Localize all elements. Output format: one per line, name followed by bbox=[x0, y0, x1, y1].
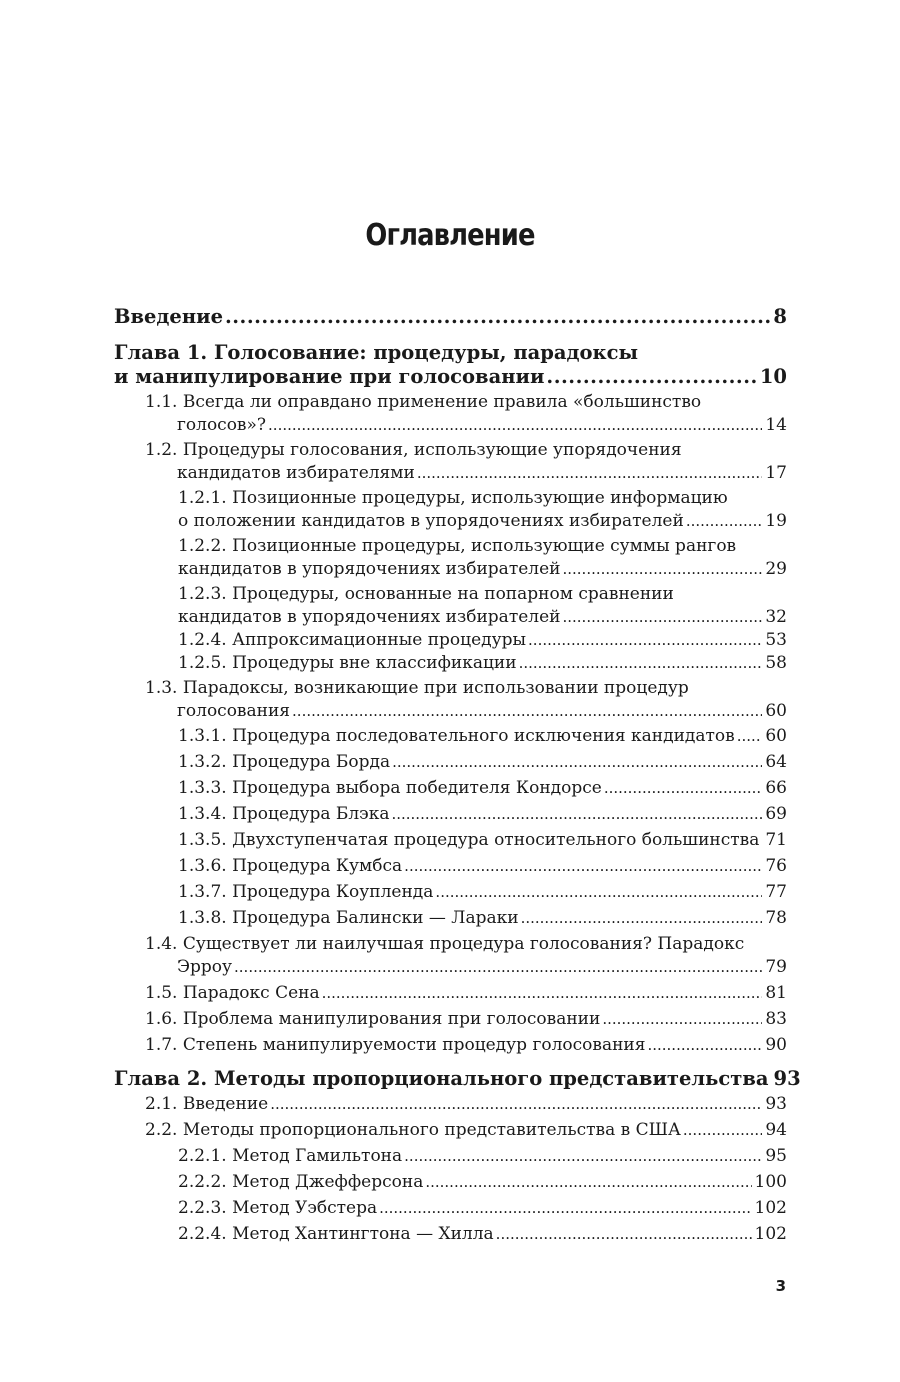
dot-leader bbox=[270, 1093, 762, 1116]
toc-page-number: 102 bbox=[754, 1198, 787, 1218]
dot-leader bbox=[647, 1034, 762, 1057]
toc-entry-title: 2.2.3. Метод Уэбстера bbox=[178, 1198, 378, 1218]
toc-entry-title: 1.3.4. Процедура Блэка bbox=[178, 804, 390, 824]
toc-page-number: 66 bbox=[765, 778, 787, 798]
toc-entry-title: 2.2. Методы пропорционального представительства в США bbox=[145, 1120, 681, 1140]
toc-entry-title: 1.2.4. Аппроксимационные процедуры bbox=[178, 630, 527, 650]
toc-entry-title: 1.2.1. Позиционные процедуры, использующие информацию bbox=[178, 488, 728, 508]
toc-entry-title: 1.4. Существует ли наилучшая процедура голосования? Парадокс bbox=[145, 934, 745, 954]
toc-entry-s1-3-4[interactable] bbox=[114, 803, 787, 826]
toc-page-number: 29 bbox=[765, 559, 787, 579]
toc-entry-ch1[interactable] bbox=[114, 341, 787, 389]
toc-entry-title: 1.2.2. Позиционные процедуры, использующие суммы рангов bbox=[178, 536, 737, 556]
toc-entry-title: 1.6. Проблема манипулирования при голосовании bbox=[145, 1009, 601, 1029]
toc-entry-s1-3-8[interactable] bbox=[114, 907, 787, 930]
toc-entry-s1-3-5[interactable] bbox=[114, 829, 787, 852]
toc-entry-title: Эрроу bbox=[177, 957, 233, 977]
toc-entry-title: голосования bbox=[177, 701, 291, 721]
toc-entry-title: 2.2.1. Метод Гамильтона bbox=[178, 1146, 403, 1166]
toc-page-number: 17 bbox=[765, 463, 787, 483]
toc-entry-title: 1.2.5. Процедуры вне классификации bbox=[178, 653, 517, 673]
toc-entry-s1-2[interactable] bbox=[114, 439, 787, 485]
dot-leader bbox=[425, 1171, 751, 1194]
toc-entry-title: 1.5. Парадокс Сена bbox=[145, 983, 320, 1003]
dot-leader bbox=[404, 1145, 762, 1168]
toc-entry-title: и манипулирование при голосовании bbox=[114, 365, 545, 388]
toc-entry-s1-3-7[interactable] bbox=[114, 881, 787, 904]
toc-entry-title: 1.1. Всегда ли оправдано применение правила «большинство bbox=[145, 392, 702, 412]
toc-entry-s1-6[interactable] bbox=[114, 1008, 787, 1031]
dot-leader bbox=[546, 365, 756, 389]
dot-leader bbox=[496, 1223, 752, 1246]
toc-entry-title: 2.2.4. Метод Хантингтона — Хилла bbox=[178, 1224, 494, 1244]
dot-leader bbox=[292, 700, 762, 723]
toc-page-number: 94 bbox=[765, 1120, 787, 1140]
toc-page-number: 60 bbox=[765, 726, 787, 746]
toc-page-number: 10 bbox=[759, 365, 787, 388]
toc-entry-title: 1.3.1. Процедура последовательного исключения кандидатов bbox=[178, 726, 735, 746]
dot-leader bbox=[379, 1197, 751, 1220]
toc-page-number: 71 bbox=[765, 830, 787, 850]
toc-page-number: 79 bbox=[765, 957, 787, 977]
toc-entry-title: 1.3.7. Процедура Коупленда bbox=[178, 882, 434, 902]
toc-entry-s1-3[interactable] bbox=[114, 677, 787, 723]
toc-entry-s1-2-4[interactable] bbox=[114, 629, 787, 652]
toc-entry-s1-3-3[interactable] bbox=[114, 777, 787, 800]
dot-leader bbox=[521, 907, 763, 930]
toc-page-number: 76 bbox=[765, 856, 787, 876]
toc-entry-title: 1.3.2. Процедура Борда bbox=[178, 752, 391, 772]
toc-page-number: 32 bbox=[765, 607, 787, 627]
dot-leader bbox=[392, 751, 762, 774]
toc-entry-s1-4[interactable] bbox=[114, 933, 787, 979]
dot-leader bbox=[562, 558, 762, 581]
toc-entry-title: 1.3.3. Процедура выбора победителя Кондорсе bbox=[178, 778, 602, 798]
toc-entry-s1-3-6[interactable] bbox=[114, 855, 787, 878]
dot-leader bbox=[435, 881, 762, 904]
toc-page-number: 53 bbox=[765, 630, 787, 650]
toc-page-number: 19 bbox=[765, 511, 787, 531]
dot-leader bbox=[683, 1119, 762, 1142]
toc-page-number: 14 bbox=[765, 415, 787, 435]
toc-entry-title: 1.2. Процедуры голосования, использующие упорядочения bbox=[145, 440, 682, 460]
dot-leader bbox=[322, 982, 763, 1005]
toc-entry-title: 1.7. Степень манипулируемости процедур голосования bbox=[145, 1035, 646, 1055]
toc-entry-s1-1[interactable] bbox=[114, 391, 787, 437]
toc-entry-title: Глава 1. Голосование: процедуры, парадоксы bbox=[114, 341, 639, 364]
dot-leader bbox=[234, 956, 762, 979]
dot-leader bbox=[519, 652, 763, 675]
dot-leader bbox=[268, 414, 762, 437]
toc-entry-title: Введение bbox=[114, 305, 223, 328]
toc-entry-title: 2.2.2. Метод Джефферсона bbox=[178, 1172, 424, 1192]
toc-page-number: 93 bbox=[765, 1094, 787, 1114]
toc-entry-title: кандидатов избирателями bbox=[177, 463, 415, 483]
toc-page-number: 64 bbox=[765, 752, 787, 772]
toc-entry-s2-2-2[interactable] bbox=[114, 1171, 787, 1194]
dot-leader bbox=[686, 510, 763, 533]
toc-entry-s2-2-4[interactable] bbox=[114, 1223, 787, 1246]
dot-leader bbox=[761, 829, 762, 852]
page-title: Оглавление bbox=[365, 218, 535, 253]
toc-entry-s1-5[interactable] bbox=[114, 982, 787, 1005]
toc-entry-title: 2.1. Введение bbox=[145, 1094, 269, 1114]
page-number: 3 bbox=[775, 1277, 786, 1295]
toc-entry-s1-2-5[interactable] bbox=[114, 652, 787, 675]
toc-entry-intro[interactable] bbox=[114, 305, 787, 329]
toc-entry-s1-2-3[interactable] bbox=[114, 583, 787, 629]
toc-entry-s2-2-3[interactable] bbox=[114, 1197, 787, 1220]
toc-page-number: 100 bbox=[754, 1172, 787, 1192]
toc-entry-s2-2[interactable] bbox=[114, 1119, 787, 1142]
toc-page-number: 77 bbox=[765, 882, 787, 902]
toc-entry-ch2[interactable] bbox=[114, 1067, 801, 1091]
toc-entry-title: Глава 2. Методы пропорционального представительства bbox=[114, 1067, 769, 1090]
dot-leader bbox=[737, 725, 763, 748]
toc-entry-title: 1.3. Парадоксы, возникающие при использовании процедур bbox=[145, 678, 689, 698]
toc-page-number: 78 bbox=[765, 908, 787, 928]
dot-leader bbox=[404, 855, 762, 878]
toc-entry-title: о положении кандидатов в упорядочениях избирателей bbox=[178, 511, 684, 531]
toc-entry-s1-2-1[interactable] bbox=[114, 487, 787, 533]
dot-leader bbox=[391, 803, 762, 826]
toc-entry-s1-2-2[interactable] bbox=[114, 535, 787, 581]
toc-page-number: 93 bbox=[773, 1067, 801, 1090]
toc-entry-s2-2-1[interactable] bbox=[114, 1145, 787, 1168]
toc-page-number: 95 bbox=[765, 1146, 787, 1166]
dot-leader bbox=[417, 462, 763, 485]
toc-entry-title: 1.3.6. Процедура Кумбса bbox=[178, 856, 403, 876]
dot-leader bbox=[604, 777, 763, 800]
toc-entry-title: 1.3.8. Процедура Балински — Лараки bbox=[178, 908, 519, 928]
toc-entry-s1-3-1[interactable] bbox=[114, 725, 787, 748]
toc-entry-title: кандидатов в упорядочениях избирателей bbox=[178, 607, 561, 627]
dot-leader bbox=[562, 606, 762, 629]
toc-page-number: 58 bbox=[765, 653, 787, 673]
toc-entry-s2-1[interactable] bbox=[114, 1093, 787, 1116]
dot-leader bbox=[602, 1008, 762, 1031]
toc-entry-title: голосов»? bbox=[177, 415, 267, 435]
toc-page-number: 83 bbox=[765, 1009, 787, 1029]
toc-page-number: 102 bbox=[754, 1224, 787, 1244]
dot-leader bbox=[225, 305, 770, 329]
toc-entry-title: 1.3.5. Двухступенчатая процедура относительного большинства bbox=[178, 830, 760, 850]
toc-page-number: 81 bbox=[765, 983, 787, 1003]
dot-leader bbox=[528, 629, 762, 652]
toc-page-number: 69 bbox=[765, 804, 787, 824]
toc-entry-title: кандидатов в упорядочениях избирателей bbox=[178, 559, 561, 579]
toc-page-number: 90 bbox=[765, 1035, 787, 1055]
toc-entry-s1-7[interactable] bbox=[114, 1034, 787, 1057]
table-of-contents bbox=[114, 305, 801, 1246]
toc-page-number: 8 bbox=[773, 305, 787, 328]
toc-entry-s1-3-2[interactable] bbox=[114, 751, 787, 774]
toc-page-number: 60 bbox=[765, 701, 787, 721]
toc-entry-title: 1.2.3. Процедуры, основанные на попарном сравнении bbox=[178, 584, 674, 604]
